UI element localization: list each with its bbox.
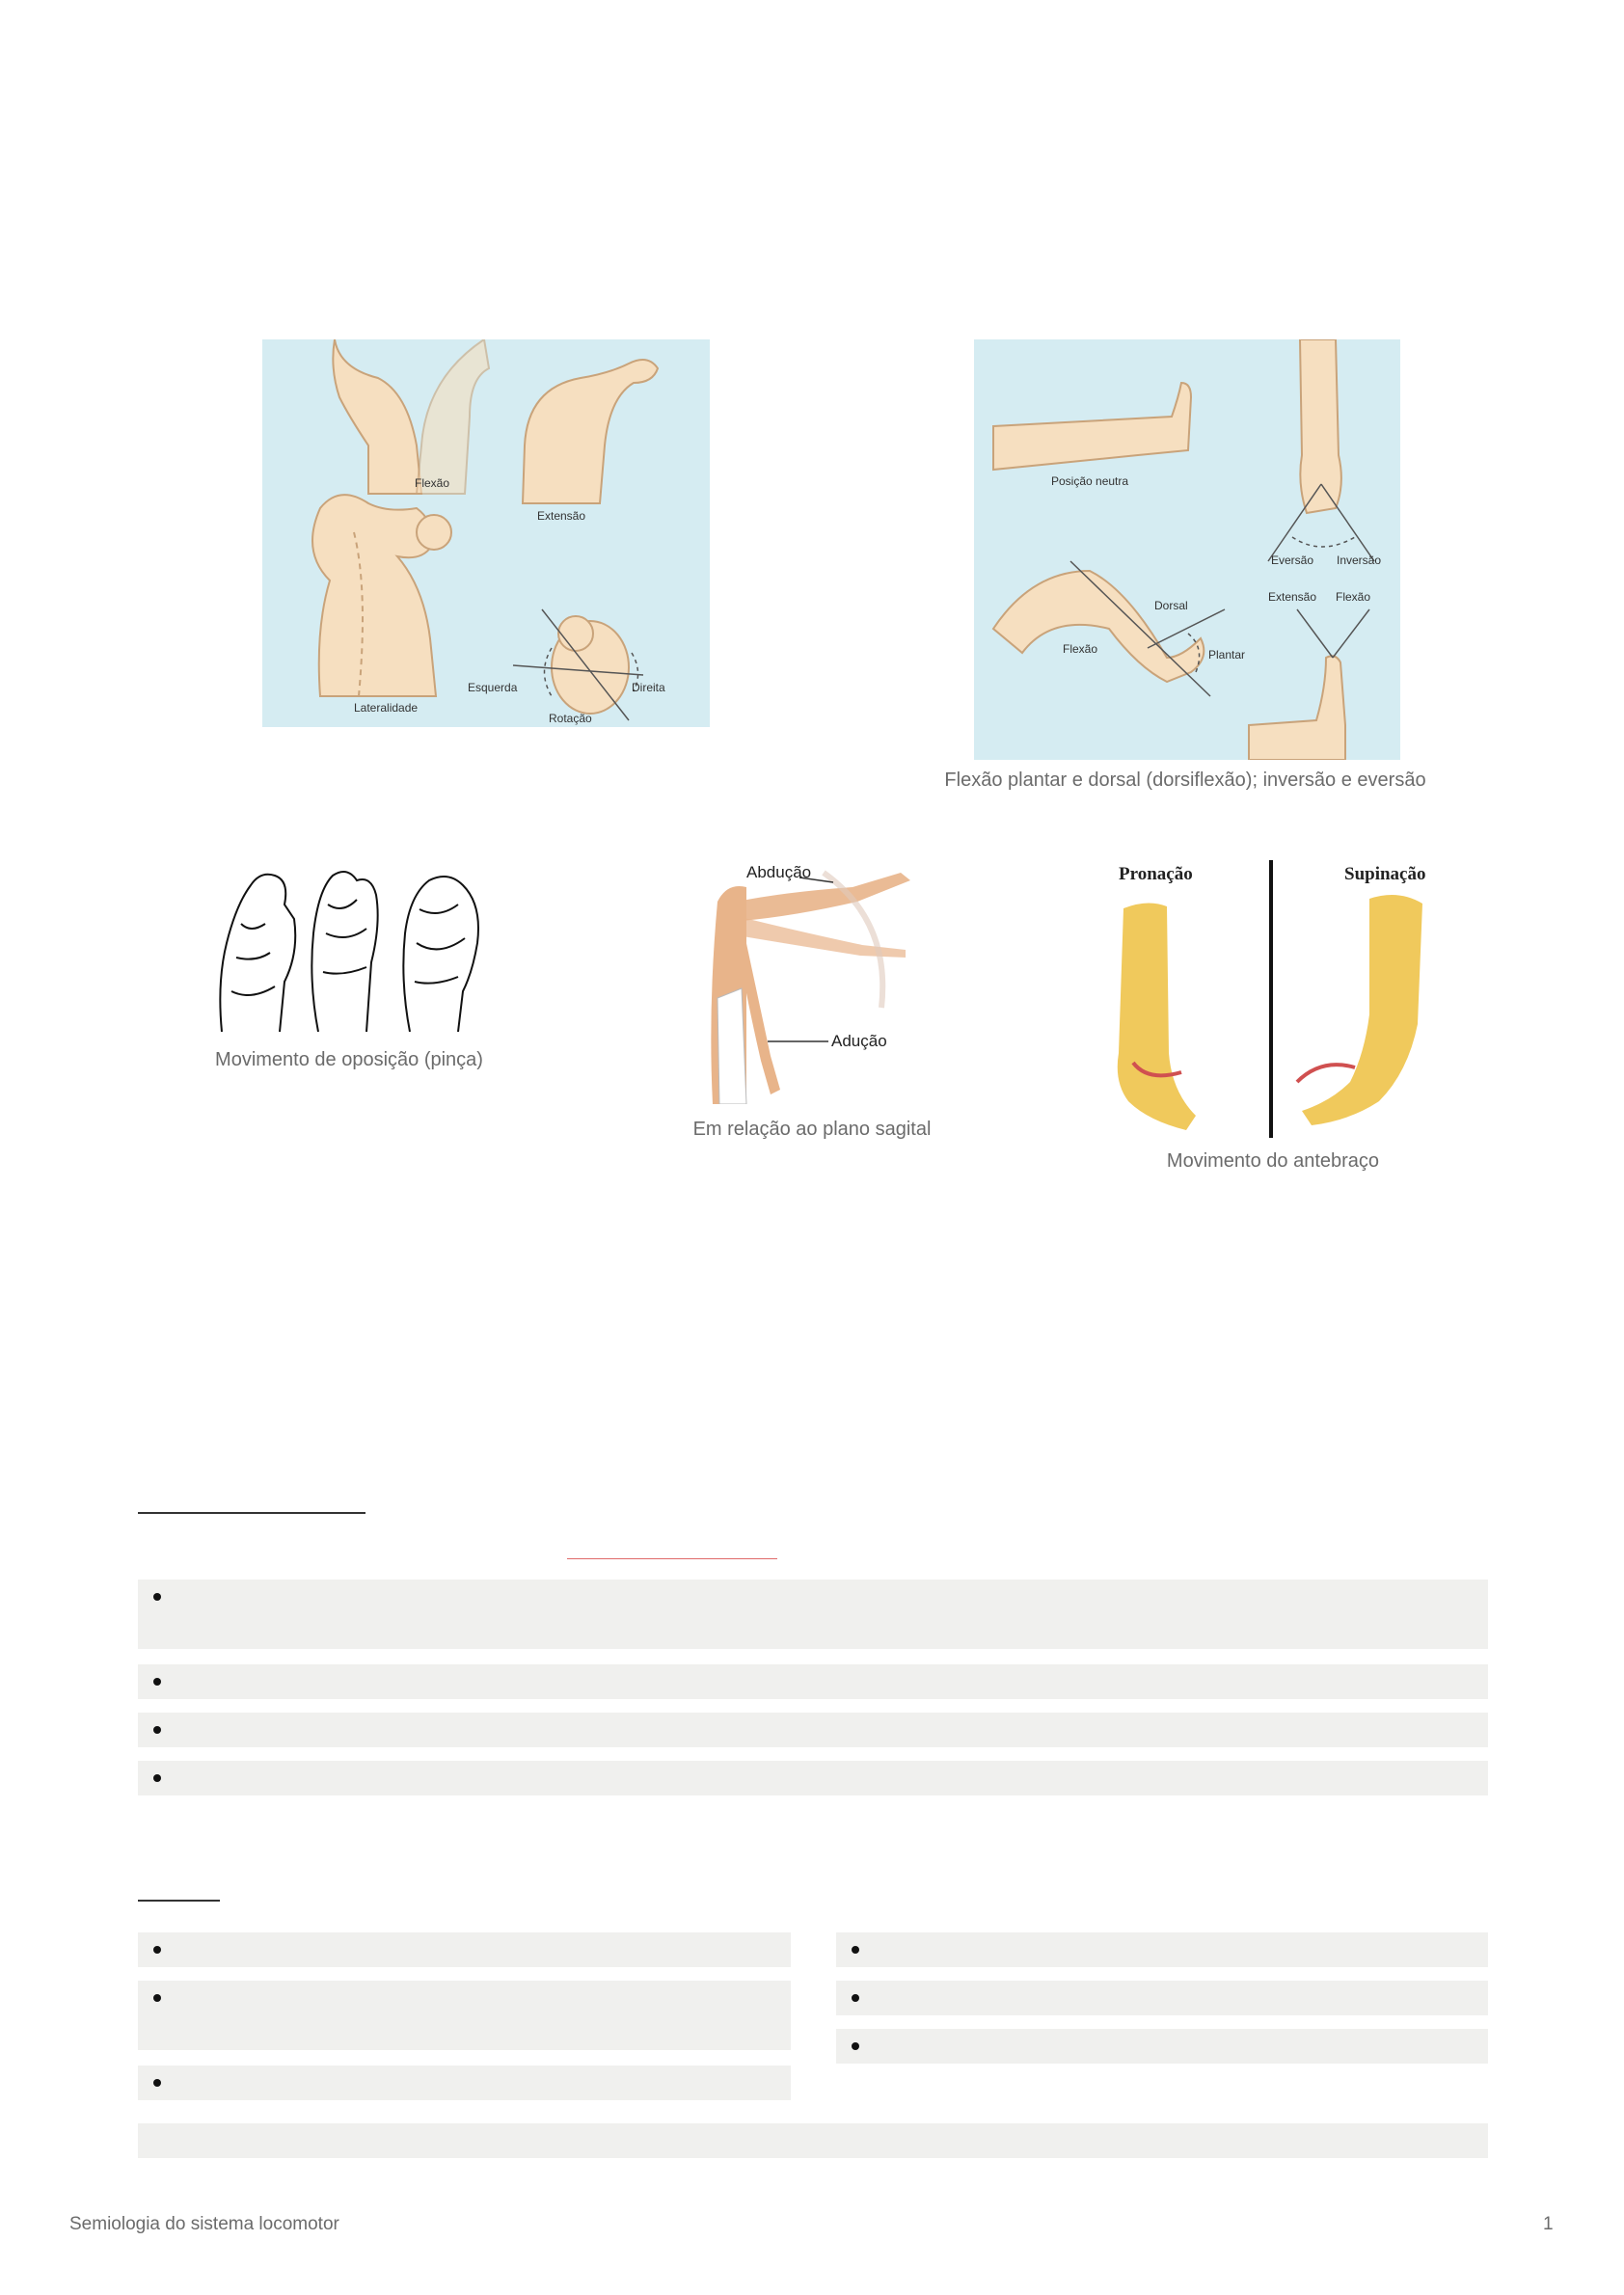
label-plantar: Plantar [1208,648,1246,662]
bullet-dot [153,1726,161,1734]
label-pronacao: Pronação [1119,864,1193,884]
label-lateralidade: Lateralidade [354,701,419,715]
label-rotacao: Rotação [549,712,592,725]
label-flexao: Flexão [415,476,450,490]
list-item [138,1713,1488,1747]
list-item [138,1580,1488,1649]
label-aducao: Adução [831,1032,887,1050]
label-extensao: Extensão [537,509,586,523]
bullet-dot [153,1774,161,1782]
text-block [138,2123,1488,2158]
list-item [138,2066,791,2100]
list-item [836,1932,1488,1967]
foot-movements-figure [974,339,1400,760]
bullet-dot [852,1946,859,1954]
bullet-dot [153,1593,161,1601]
bullet-dot [153,1946,161,1954]
forearm-figure-caption: Movimento do antebraço [1166,1150,1380,1172]
page-number: 1 [1543,2214,1554,2234]
list-item [138,1664,1488,1699]
section-heading-underline-1 [138,1512,365,1514]
list-item [138,1981,791,2050]
bullet-dot [153,1678,161,1686]
spine-movements-illustration [262,339,710,727]
label-esquerda: Esquerda [468,681,518,694]
label-inversao: Inversão [1337,554,1382,567]
label-flexao-foot-right: Flexão [1336,590,1371,604]
label-extensao-foot: Extensão [1268,590,1317,604]
label-flexao-foot-left: Flexão [1063,642,1098,656]
bullet-dot [852,1994,859,2002]
arm-abduction-illustration [708,863,916,1104]
label-dorsal: Dorsal [1154,599,1188,612]
red-underline [567,1558,777,1559]
forearm-illustration [1090,860,1458,1138]
arm-figure-caption: Em relação ao plano sagital [692,1119,932,1140]
foot-movements-illustration [974,339,1400,760]
label-supinacao: Supinação [1344,864,1426,884]
list-item [138,1932,791,1967]
forearm-figure [1090,860,1458,1138]
list-item [836,1981,1488,2015]
label-abducao: Abdução [746,863,812,881]
hands-figure-caption: Movimento de oposição (pinça) [215,1049,483,1070]
hands-opposition-illustration [212,866,486,1032]
list-item [138,1761,1488,1796]
spine-movements-figure [262,339,710,727]
hands-opposition-figure [212,866,486,1032]
label-eversao: Eversão [1271,554,1314,567]
list-item [836,2029,1488,2064]
section-heading-underline-2 [138,1900,220,1902]
bullet-dot [153,1994,161,2002]
bullet-dot [852,2042,859,2050]
footer-title: Semiologia do sistema locomotor [69,2214,339,2234]
bullet-dot [153,2079,161,2087]
foot-figure-caption: Flexão plantar e dorsal (dorsiflexão); inversão e eversão [944,770,1426,791]
arm-abduction-figure [708,863,916,1104]
label-posicao-neutra: Posição neutra [1051,474,1129,488]
label-direita: Direita [632,681,665,694]
